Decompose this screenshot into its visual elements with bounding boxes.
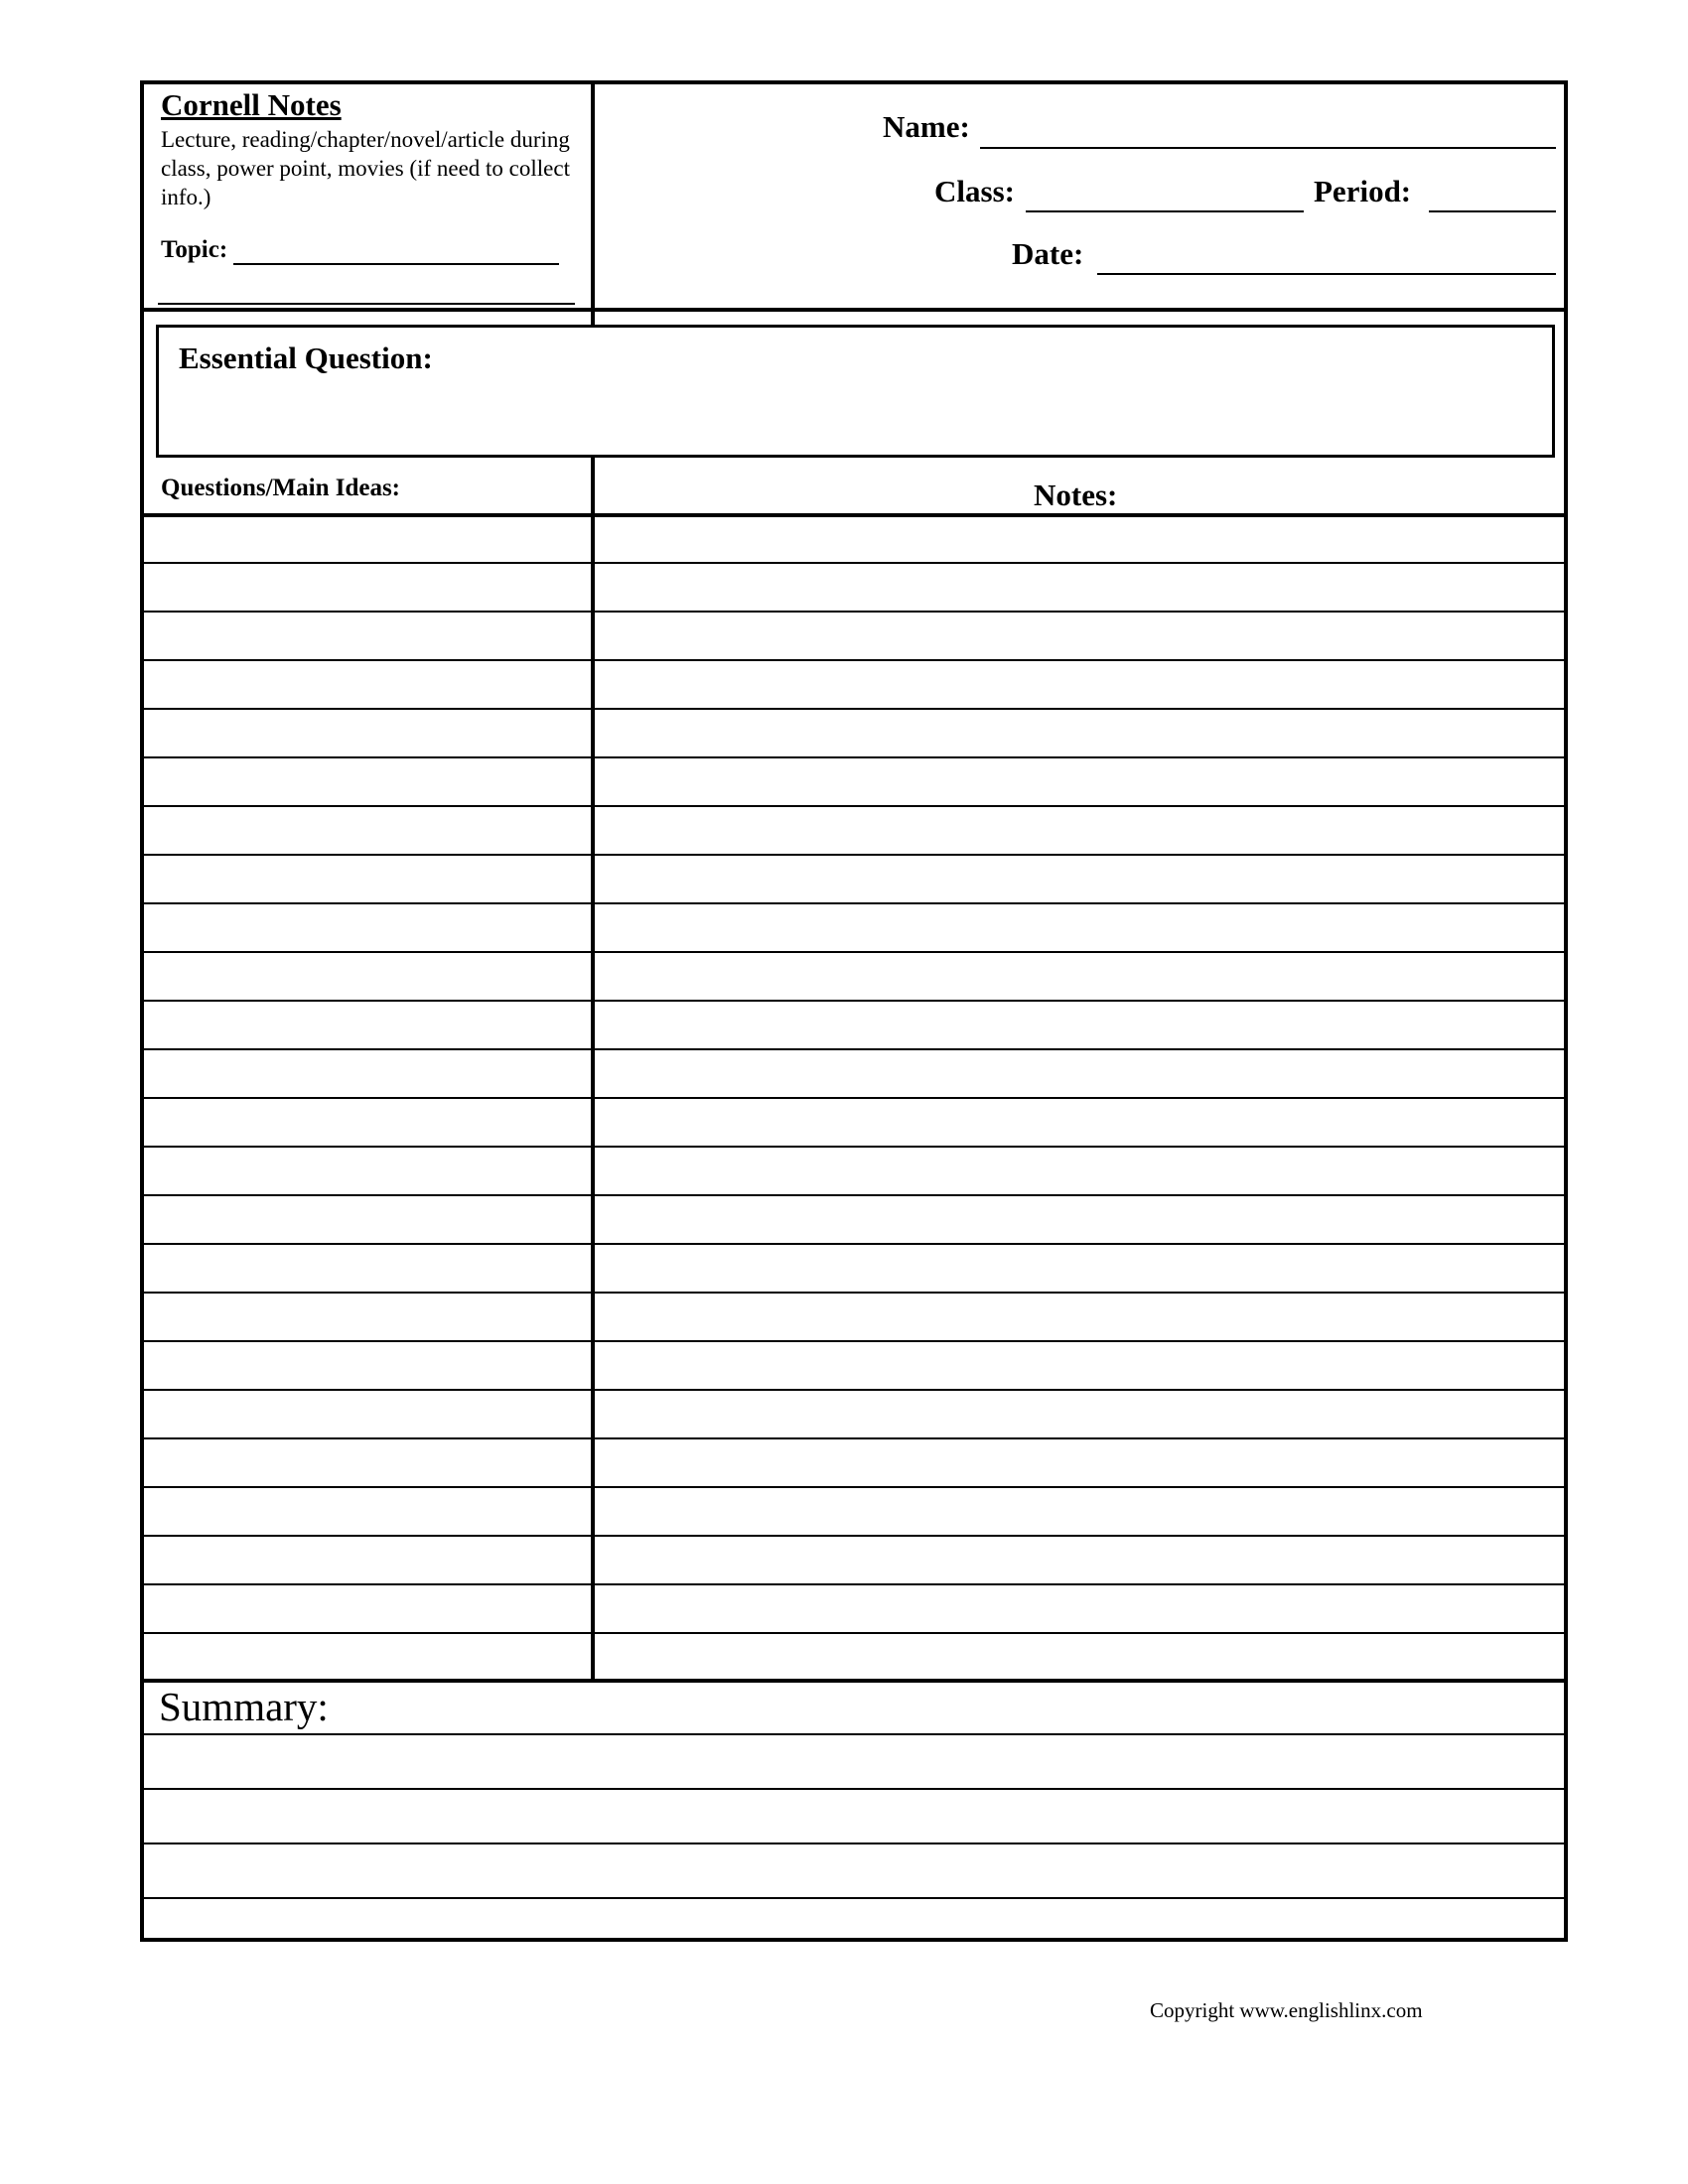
- summary-row-line[interactable]: [144, 1788, 1564, 1790]
- note-row-line[interactable]: [144, 756, 1564, 758]
- copyright-notice: Copyright www.englishlinx.com: [1150, 1998, 1423, 2022]
- note-row-line[interactable]: [144, 1292, 1564, 1294]
- note-row-line[interactable]: [144, 1535, 1564, 1537]
- note-row-line[interactable]: [144, 1340, 1564, 1342]
- note-row-line[interactable]: [144, 1048, 1564, 1050]
- cornell-notes-form: [140, 80, 1568, 1942]
- note-row-line[interactable]: [144, 1632, 1564, 1634]
- summary-row-line[interactable]: [144, 1843, 1564, 1844]
- essential-question-box[interactable]: [156, 325, 1555, 458]
- note-row-line[interactable]: [144, 1583, 1564, 1585]
- class-field[interactable]: [1026, 210, 1304, 212]
- date-field[interactable]: [1097, 273, 1556, 275]
- note-row-line[interactable]: [144, 513, 1564, 517]
- note-row-line[interactable]: [144, 1389, 1564, 1391]
- column-divider: [591, 458, 595, 1681]
- topic-field[interactable]: [233, 263, 559, 265]
- questions-main-ideas-label: Questions/Main Ideas:: [161, 475, 401, 501]
- summary-row-line[interactable]: [144, 1897, 1564, 1899]
- note-row-line[interactable]: [144, 854, 1564, 856]
- header-left-panel: [144, 84, 591, 308]
- header-divider: [591, 84, 595, 326]
- header-left-underline: [158, 303, 575, 305]
- notes-label: Notes:: [1034, 478, 1118, 512]
- note-row-line[interactable]: [144, 1000, 1564, 1002]
- summary-row-line[interactable]: [144, 1733, 1564, 1735]
- note-row-line[interactable]: [144, 1437, 1564, 1439]
- form-description: Lecture, reading/chapter/novel/article during class, power point, movies (if need to collect info.): [161, 127, 570, 209]
- note-row-line[interactable]: [144, 902, 1564, 904]
- topic-label: Topic:: [161, 236, 228, 263]
- note-row-line[interactable]: [144, 1486, 1564, 1488]
- header-bottom-rule: [144, 308, 1564, 312]
- class-label: Class:: [934, 174, 1015, 208]
- note-row-line[interactable]: [144, 805, 1564, 807]
- period-field[interactable]: [1429, 210, 1556, 212]
- note-row-line[interactable]: [144, 562, 1564, 564]
- period-label: Period:: [1314, 174, 1412, 208]
- note-row-line[interactable]: [144, 1097, 1564, 1099]
- essential-question-label: Essential Question:: [179, 341, 433, 375]
- note-row-line[interactable]: [144, 951, 1564, 953]
- name-label: Name:: [883, 109, 970, 144]
- note-row-line[interactable]: [144, 708, 1564, 710]
- form-title: Cornell Notes: [161, 87, 342, 122]
- note-row-line[interactable]: [144, 611, 1564, 613]
- note-row-line[interactable]: [144, 659, 1564, 661]
- name-field[interactable]: [980, 147, 1556, 149]
- summary-label: Summary:: [159, 1684, 329, 1729]
- note-row-line[interactable]: [144, 1146, 1564, 1148]
- note-row-line[interactable]: [144, 1194, 1564, 1196]
- summary-top-rule[interactable]: [144, 1679, 1564, 1683]
- note-row-line[interactable]: [144, 1243, 1564, 1245]
- date-label: Date:: [1012, 236, 1084, 271]
